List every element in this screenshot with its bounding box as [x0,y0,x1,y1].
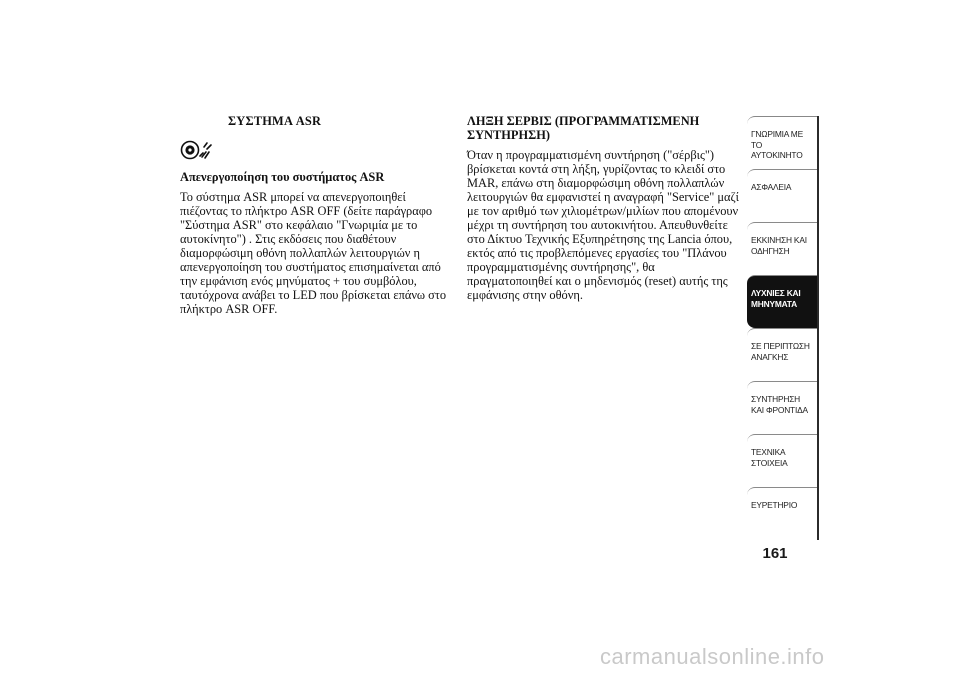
tab-index[interactable] [747,487,817,540]
tab-safety[interactable] [747,169,817,222]
tab-technical-specs[interactable] [747,434,817,487]
tab-starting-driving[interactable] [747,222,817,275]
asr-paragraph: Το σύστημα ASR μπορεί να απενεργοποιηθεί πιέζοντας το πλήκτρο ASR OFF (δείτε παράγραφο "Σύστημα ASR" στο κεφάλαιο "Γνωριμία με το αυτοκίνητο") . Στις εκδόσεις που διαθέτουν διαμορφώσιμη οθόνη πολλαπλών λειτουργιών η απενεργοποίηση του συστήματος επισημαίνεται από την εμφάνιση ενός μηνύματος + του συμβόλου, ταυτόχρονα ανάβει το LED που βρίσκεται επάνω στο πλήκτρο ASR OFF. [180,190,447,316]
page-number: 161 [762,545,788,562]
tab-warning-lights-messages[interactable] [747,275,817,328]
tab-label: ΕΚΚΙΝΗΣΗ ΚΑΙ ΟΔΗΓΗΣΗ [751,235,807,256]
section-heading-service: ΛΗΞΗ ΣΕΡΒΙΣ (ΠΡΟΓΡΑΜΜΑΤΙΣΜΕΝΗ ΣΥΝΤΗΡΗΣΗ) [467,114,700,142]
tab-label: ΓΝΩΡΙΜΙΑ ΜΕ ΤΟ ΑΥΤΟΚΙΝΗΤΟ [751,129,803,160]
left-column [180,114,448,316]
tab-label: ΑΣΦΑΛΕΙΑ [751,182,792,192]
tab-maintenance-care[interactable] [747,381,817,434]
tab-label: ΣΥΝΤΗΡΗΣΗ ΚΑΙ ΦΡΟΝΤΙΔΑ [751,394,808,415]
tab-label: ΛΥΧΝΙΕΣ ΚΑΙ ΜΗΝΥΜΑΤΑ [751,288,801,309]
right-column [467,114,739,302]
subheading-asr-deactivation: Απενεργοποίηση του συστήματος ASR [180,170,385,184]
service-paragraph: Όταν η προγραμματισμένη συντήρηση ("σέρβις") βρίσκεται κοντά στη λήξη, γυρίζοντας το κλειδί στο MAR, επάνω στη διαμορφώσιμη οθόνη πολλαπλών λειτουργιών θα εμφανιστεί η αναγραφή "Service" μαζί με τον αριθμό των χιλιομέτρων/μιλίων που απομένουν μέχρι τη συντήρηση του αυτοκινήτου. Απευθυνθείτε στο Δίκτυο Τεχνικής Εξυπηρέτησης της Lancia όπου, εκτός από τις προβλεπόμενες εργασίες του "Πλάνου προγραμματισμένης συντήρησης", θα πραγματοποιηθεί και ο μηδενισμός (reset) αυτής της εμφάνισης στην οθόνη. [467,148,739,302]
asr-warning-icon [180,136,448,164]
section-heading-asr: ΣΥΣΤΗΜΑ ASR [228,114,322,128]
chapter-index-sidebar [747,116,819,540]
tab-label: ΕΥΡΕΤΗΡΙΟ [751,500,798,510]
tab-emergency[interactable] [747,328,817,381]
watermark: carmanualsonline.info [600,644,825,669]
tab-label: ΣΕ ΠΕΡΙΠΤΩΣΗ ΑΝΑΓΚΗΣ [751,341,810,362]
tab-getting-to-know[interactable] [747,116,817,169]
tab-label: ΤΕΧΝΙΚΑ ΣΤΟΙΧΕΙΑ [751,447,788,468]
